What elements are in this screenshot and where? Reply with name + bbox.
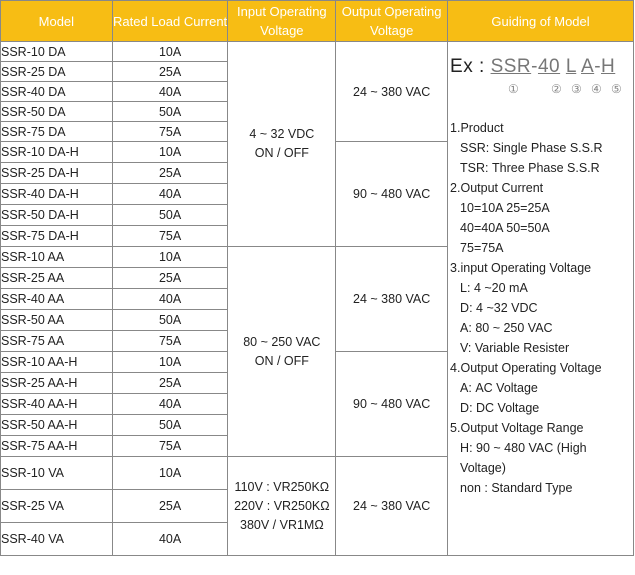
rated-load-cell: 40A: [112, 289, 228, 310]
guide-item: H: 90 ~ 480 VAC (High: [460, 441, 587, 455]
guide-item: A: AC Voltage: [460, 381, 538, 395]
position-marker: ④: [591, 82, 602, 96]
output-voltage-cell: 90 ~ 480 VAC: [336, 142, 448, 247]
example-code-part: -: [594, 56, 602, 77]
header-input-voltage: Input Operating Voltage: [228, 1, 336, 42]
rated-load-cell: 10A: [112, 352, 228, 373]
input-voltage-lines: [228, 478, 335, 535]
output-voltage-cell: 24 ~ 380 VAC: [336, 457, 448, 556]
header-guide: Guiding of Model: [448, 1, 634, 42]
guide-item: V: Variable Resister: [460, 341, 570, 355]
input-voltage-line: ON / OFF: [254, 146, 309, 160]
model-cell: SSR-10 DA-H: [1, 142, 113, 163]
rated-load-cell: 40A: [112, 394, 228, 415]
input-voltage-lines: [228, 333, 335, 371]
input-voltage-cell: [228, 42, 336, 247]
model-cell: SSR-10 AA: [1, 247, 113, 268]
example-code-part: -: [531, 56, 538, 77]
output-voltage-cell: 24 ~ 380 VAC: [336, 42, 448, 142]
table-body: [1, 42, 634, 556]
position-marker: ②: [551, 82, 562, 96]
rated-load-cell: 75A: [112, 122, 228, 142]
model-cell: SSR-25 DA-H: [1, 163, 113, 184]
rated-load-cell: 25A: [112, 163, 228, 184]
rated-load-cell: 10A: [112, 247, 228, 268]
model-cell: SSR-50 AA: [1, 310, 113, 331]
guide-section-heading: 2.Output Current: [450, 181, 544, 195]
rated-load-cell: 50A: [112, 415, 228, 436]
input-voltage-line: 220V : VR250KΩ: [234, 498, 330, 513]
guide-item: D: DC Voltage: [460, 401, 540, 415]
position-marker: ①: [508, 82, 519, 96]
guide-section-heading: 4.Output Operating Voltage: [450, 361, 602, 375]
rated-load-cell: 10A: [112, 42, 228, 62]
rated-load-cell: 25A: [112, 373, 228, 394]
model-cell: SSR-50 AA-H: [1, 415, 113, 436]
header-model: Model: [1, 1, 113, 42]
header-row: [1, 1, 634, 42]
rated-load-cell: 40A: [112, 523, 228, 556]
guide-section-heading: 5.Output Voltage Range: [450, 421, 584, 435]
guide-item: non : Standard Type: [460, 481, 573, 495]
example-code-part: A: [581, 56, 595, 77]
position-marker: ⑤: [611, 82, 622, 96]
guide-item: Voltage): [460, 461, 506, 475]
example-code-part: SSR: [490, 56, 532, 77]
model-guide-cell: [448, 42, 634, 556]
example-model-code: [450, 56, 633, 78]
guide-list: [448, 118, 633, 498]
model-cell: SSR-75 DA-H: [1, 226, 113, 247]
example-code-part: H: [601, 56, 616, 77]
input-voltage-line: 380V / VR1MΩ: [240, 517, 324, 532]
guide-item: 10=10A 25=25A: [460, 201, 550, 215]
input-voltage-line: ON / OFF: [254, 353, 309, 368]
input-voltage-cell: [228, 457, 336, 556]
model-cell: SSR-10 VA: [1, 457, 113, 490]
model-cell: SSR-25 AA: [1, 268, 113, 289]
rated-load-cell: 40A: [112, 82, 228, 102]
rated-load-cell: 75A: [112, 331, 228, 352]
rated-load-cell: 25A: [112, 268, 228, 289]
example-code-part: L: [565, 56, 577, 77]
model-cell: SSR-40 DA-H: [1, 184, 113, 205]
input-voltage-line: 110V : VR250KΩ: [234, 479, 330, 494]
model-cell: SSR-25 VA: [1, 490, 113, 523]
rated-load-cell: 50A: [112, 310, 228, 331]
model-cell: SSR-50 DA-H: [1, 205, 113, 226]
output-voltage-cell: 24 ~ 380 VAC: [336, 247, 448, 352]
header-output-voltage: Output Operating Voltage: [336, 1, 448, 42]
example-prefix: Ex :: [450, 56, 491, 77]
model-cell: SSR-40 AA: [1, 289, 113, 310]
guide-item: A: 80 ~ 250 VAC: [460, 321, 553, 335]
model-cell: SSR-40 VA: [1, 523, 113, 556]
model-cell: SSR-75 AA: [1, 331, 113, 352]
position-marker: ③: [571, 82, 582, 96]
model-cell: SSR-75 AA-H: [1, 436, 113, 457]
guide-item: 75=75A: [460, 241, 504, 255]
input-voltage-cell: [228, 247, 336, 457]
example-code-part: 40: [537, 56, 561, 77]
guide-section-heading: 1.Product: [450, 121, 504, 135]
rated-load-cell: 50A: [112, 205, 228, 226]
rated-load-cell: 25A: [112, 62, 228, 82]
model-cell: SSR-40 DA: [1, 82, 113, 102]
input-voltage-lines: [228, 125, 335, 163]
model-cell: SSR-75 DA: [1, 122, 113, 142]
rated-load-cell: 10A: [112, 142, 228, 163]
input-voltage-line: 4 ~ 32 VDC: [249, 127, 315, 141]
table-row: [1, 42, 634, 62]
model-cell: SSR-10 AA-H: [1, 352, 113, 373]
output-voltage-cell: 90 ~ 480 VAC: [336, 352, 448, 457]
model-cell: SSR-25 AA-H: [1, 373, 113, 394]
model-cell: SSR-40 AA-H: [1, 394, 113, 415]
guide-section-heading: 3.input Operating Voltage: [450, 261, 592, 275]
guide-item: TSR: Three Phase S.S.R: [460, 161, 600, 175]
rated-load-cell: 75A: [112, 226, 228, 247]
code-position-markers: [448, 82, 633, 100]
model-cell: SSR-10 DA: [1, 42, 113, 62]
rated-load-cell: 10A: [112, 457, 228, 490]
guide-item: D: 4 ~32 VDC: [460, 301, 538, 315]
rated-load-cell: 40A: [112, 184, 228, 205]
guide-item: SSR: Single Phase S.S.R: [460, 141, 603, 155]
header-rated-load: Rated Load Current: [112, 1, 228, 42]
rated-load-cell: 50A: [112, 102, 228, 122]
rated-load-cell: 25A: [112, 490, 228, 523]
model-cell: SSR-25 DA: [1, 62, 113, 82]
model-cell: SSR-50 DA: [1, 102, 113, 122]
guide-item: L: 4 ~20 mA: [460, 281, 528, 295]
guide-item: 40=40A 50=50A: [460, 221, 550, 235]
input-voltage-line: 80 ~ 250 VAC: [243, 334, 321, 349]
rated-load-cell: 75A: [112, 436, 228, 457]
